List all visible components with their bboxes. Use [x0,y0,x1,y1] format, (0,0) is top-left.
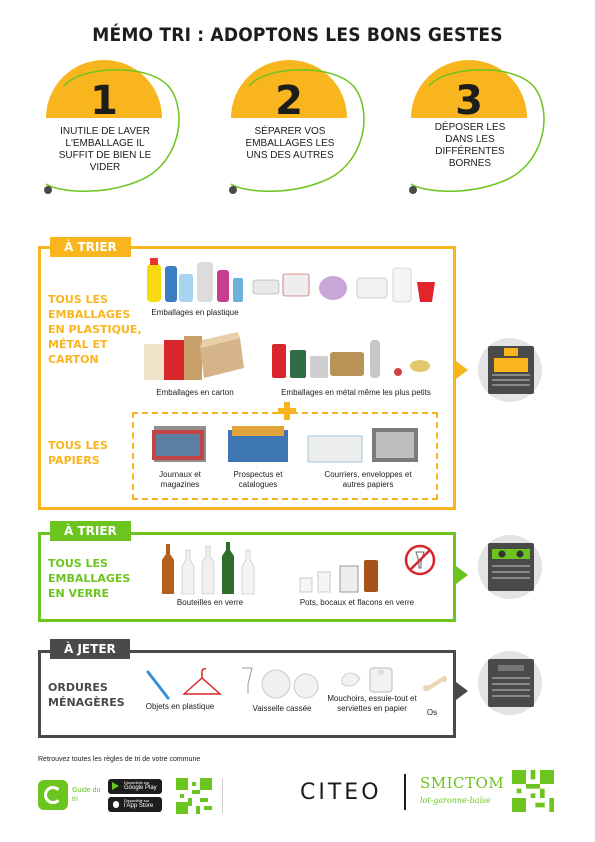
packaging-category: TOUS LES EMBALLAGES EN PLASTIQUE, MÉTAL ET CARTON [48,293,142,366]
footer-divider [222,778,223,814]
step-text: INUTILE DE LAVER L'EMBALLAGE IL SUFFIT DE BIEN LE VIDER [58,126,152,173]
step-number: 3 [455,78,483,124]
footer-text: Retrouvez toutes les règles de tri de votre commune [38,756,201,763]
caption-carton: Emballages en carton [156,388,234,397]
no-glass-icon [404,544,436,576]
apple-icon [113,801,119,808]
caption-plastic-objects: Objets en plastique [145,702,215,711]
step-2 [225,58,375,198]
recycling-bin-icon [488,346,534,394]
step-text: SÉPARER VOS EMBALLAGES LES UNS DES AUTRES [245,126,335,161]
step-number: 1 [90,78,118,124]
step-text: DÉPOSER LES DANS LES DIFFÉRENTES BORNES [434,122,506,169]
glass-category: TOUS LES EMBALLAGES EN VERRE [48,557,131,600]
citeo-logo: CITEO [300,780,382,805]
smictom-logo [420,774,505,814]
arrow-icon [456,566,468,584]
metal-packaging-illustration [270,334,440,380]
papers-illustration [148,420,428,464]
guide-du-tri-icon [44,786,62,804]
waste-category: ORDURES MÉNAGÈRES [48,681,125,709]
caption-courriers: Courriers, enveloppes et autres papiers [324,470,412,489]
arrow-icon [456,682,468,700]
app-store-badge[interactable] [108,797,162,812]
caption-tissues: Mouchoirs, essuie-tout et serviettes en papier [327,694,417,713]
caption-prospectus: Prospectus et catalogues [233,470,283,489]
caption-bones: Os [426,708,438,717]
waste-bin-icon [488,659,534,707]
google-play-small-text: Disponible sur [124,780,150,785]
plastic-objects-illustration [144,668,234,700]
caption-metal: Emballages en métal même les plus petits [281,388,431,397]
caption-plastic: Emballages en plastique [151,308,239,317]
papers-category: TOUS LES PAPIERS [48,439,108,467]
glass-tag: À TRIER [50,521,131,541]
app-store-small-text: Disponible sur [124,798,150,803]
caption-dishes: Vaisselle cassée [252,704,312,713]
carton-packaging-illustration [140,328,250,384]
arrow-icon [456,361,468,379]
google-play-badge[interactable] [108,779,162,794]
play-icon [112,782,119,790]
step-number: 2 [275,78,303,124]
google-play-text: Google Play [124,785,157,791]
caption-journaux: Journaux et magazines [159,470,201,489]
app-name: Guide du tri [72,787,101,803]
guide-du-tri-logo [38,780,68,810]
app-store-text: l'App Store [124,803,154,809]
smictom-name: SMICTOM [420,774,505,792]
bone-illustration [422,674,448,694]
page-title: MÉMO TRI : ADOPTONS LES BONS GESTES [92,24,503,46]
step-1 [40,58,190,198]
waste-tag: À JETER [50,639,130,659]
qr-code-app [176,778,212,814]
qr-code-smictom [512,770,554,812]
step-3 [405,58,555,198]
caption-bottles: Bouteilles en verre [176,598,244,607]
footer-divider-2 [404,774,406,810]
tissues-illustration [340,664,400,694]
glass-bin-icon [488,543,534,591]
plastic-packaging-illustration [145,258,445,304]
smictom-subtitle: lot-garonne-baïse [420,796,491,805]
broken-dishes-illustration [238,664,330,700]
recyclables-tag: À TRIER [50,237,131,257]
glass-jars-illustration [296,552,386,594]
caption-jars: Pots, bocaux et flacons en verre [299,598,415,607]
glass-bottles-illustration [156,540,266,596]
